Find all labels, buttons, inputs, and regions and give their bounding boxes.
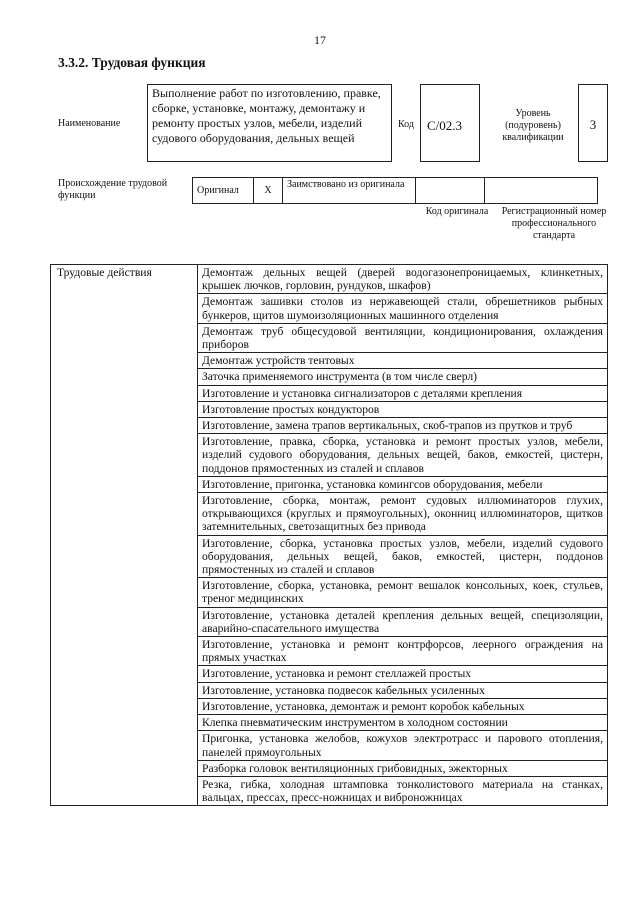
labor-action-item: Изготовление, сборка, установка простых узлов, мебели, изделий судового оборудования, дельных вещей, баков, емкостей, цистерн, поддонов прямостенных из сталей и сплавов bbox=[198, 535, 608, 578]
original-code-cell bbox=[416, 178, 485, 204]
labor-action-item: Разборка головок вентиляционных грибовидных, эжекторных bbox=[198, 760, 608, 776]
labor-action-item: Изготовление, сборка, установка, ремонт вешалок консольных, коек, стульев, треног медицинских bbox=[198, 578, 608, 607]
labor-action-item: Клепка пневматическим инструментом в холодном состоянии bbox=[198, 715, 608, 731]
origin-table bbox=[192, 177, 598, 204]
labor-action-item: Изготовление, установка деталей крепления дельных вещей, специзоляции, аварийно-спасательного имущества bbox=[198, 607, 608, 636]
labor-action-item: Изготовление, установка подвесок кабельных усиленных bbox=[198, 682, 608, 698]
labor-action-item: Изготовление, установка и ремонт стеллажей простых bbox=[198, 666, 608, 682]
name-label: Наименование bbox=[58, 118, 121, 129]
labor-actions-heading: Трудовые действия bbox=[51, 265, 198, 806]
original-code-caption: Код оригинала bbox=[425, 206, 489, 217]
labor-action-item: Изготовление простых кондукторов bbox=[198, 401, 608, 417]
qualification-level: 3 bbox=[578, 84, 608, 162]
level-label: Уровень (подуровень) квалификации bbox=[502, 108, 564, 143]
registration-number-cell bbox=[485, 178, 598, 204]
labor-action-item: Изготовление, установка, демонтаж и ремонт коробок кабельных bbox=[198, 698, 608, 714]
labor-action-item: Изготовление, правка, сборка, установка и ремонт простых узлов, мебели, изделий судового оборудования, дельных вещей, баков, емкостей, цистерн, поддонов прямостенных из сталей и сплавов bbox=[198, 434, 608, 477]
labor-actions-table bbox=[50, 264, 608, 806]
labor-action-item: Пригонка, установка желобов, кожухов электротрасс и парового отопления, панелей прямоугольных bbox=[198, 731, 608, 760]
page-number: 17 bbox=[314, 33, 326, 47]
origin-label: Происхождение трудовой функции bbox=[58, 178, 168, 201]
labor-action-item: Изготовление, пригонка, установка комингсов оборудования, мебели bbox=[198, 476, 608, 492]
code-label: Код bbox=[398, 119, 414, 130]
labor-action-item: Резка, гибка, холодная штамповка тонколистового материала на станках, вальцах, прессах, пресс-ножницах и виброножницах bbox=[198, 776, 608, 805]
function-code: С/02.3 bbox=[420, 84, 480, 162]
labor-action-item: Демонтаж зашивки столов из нержавеющей стали, обрешетников рыбных бункеров, щитов шумоизоляционных машинного отделения bbox=[198, 294, 608, 323]
labor-action-item: Заточка применяемого инструмента (в том числе сверл) bbox=[198, 369, 608, 385]
original-label: Оригинал bbox=[193, 178, 254, 204]
section-title: 3.3.2. Трудовая функция bbox=[58, 55, 206, 70]
original-mark: X bbox=[254, 178, 283, 204]
labor-action-item: Изготовление, сборка, монтаж, ремонт судовых иллюминаторов глухих, открывающихся (круглых и прямоугольных), оконниц иллюминаторов, щитков затемнительных, светозащитных без привода bbox=[198, 493, 608, 536]
borrowed-label: Заимствовано из оригинала bbox=[283, 178, 416, 204]
function-name: Выполнение работ по изготовлению, правке, сборке, установке, монтажу, демонтажу и ремонту простых узлов, мебели, изделий судового оборудования, дельных вещей bbox=[147, 84, 392, 162]
labor-action-item: Демонтаж труб общесудовой вентиляции, кондиционирования, охлаждения приборов bbox=[198, 323, 608, 352]
labor-action-item: Изготовление, замена трапов вертикальных, скоб-трапов из прутков и труб bbox=[198, 418, 608, 434]
labor-action-item: Изготовление и установка сигнализаторов с деталями крепления bbox=[198, 385, 608, 401]
action-row bbox=[51, 265, 608, 294]
labor-action-item: Демонтаж устройств тентовых bbox=[198, 353, 608, 369]
labor-action-item: Демонтаж дельных вещей (дверей водогазонепроницаемых, клинкетных, крышек лючков, горловин, рундуков, шкафов) bbox=[198, 265, 608, 294]
labor-action-item: Изготовление, установка и ремонт контрфорсов, леерного ограждения на прямых участках bbox=[198, 637, 608, 666]
registration-caption: Регистрационный номер профессионального стандарта bbox=[501, 206, 607, 241]
